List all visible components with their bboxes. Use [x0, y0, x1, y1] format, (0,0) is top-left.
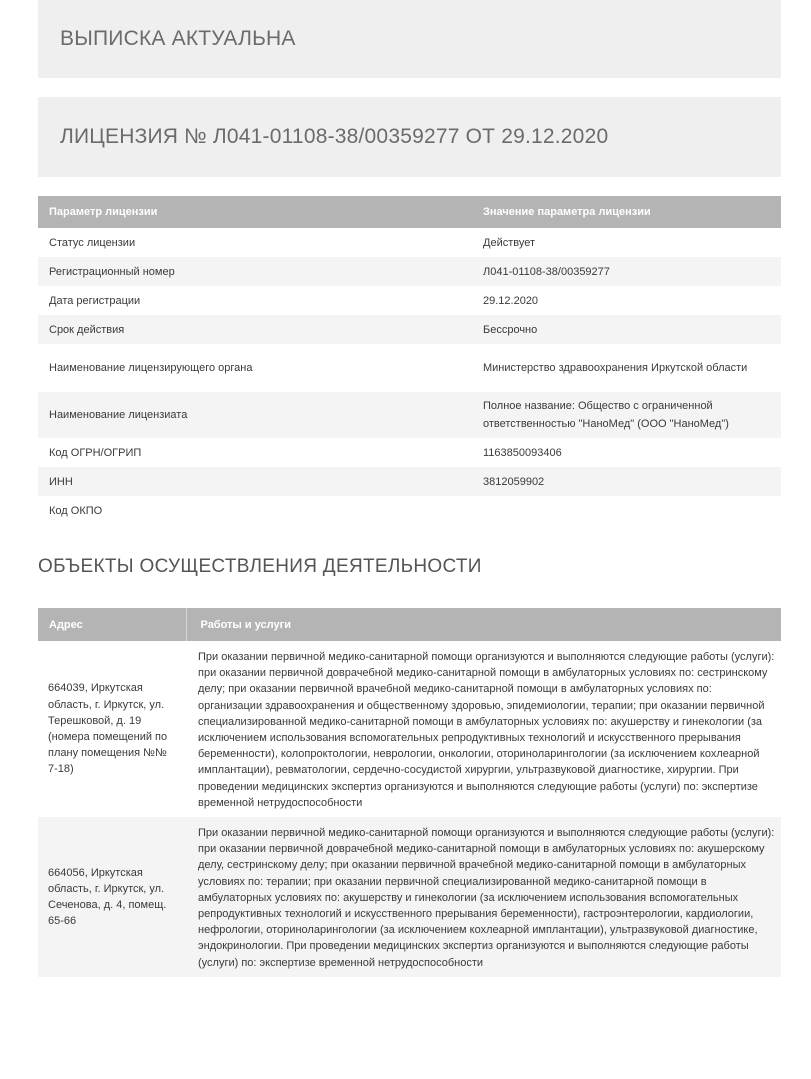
params-row-status — [38, 228, 781, 257]
objects-header-row — [38, 608, 781, 641]
param-value: 29.12.2020 — [483, 294, 539, 307]
param-label: Код ОКПО — [49, 504, 103, 517]
param-label: Наименование лицензиата — [38, 392, 471, 438]
license-params-table — [38, 196, 781, 525]
param-value: Л041-01108-38/00359277 — [471, 257, 781, 286]
param-value: Министерство здравоохранения Иркутской области — [483, 362, 748, 374]
params-row-reg-date — [38, 286, 781, 315]
params-header-row — [38, 196, 781, 228]
param-label: Наименование лицензирующего органа — [49, 362, 253, 374]
param-label: Статус лицензии — [49, 236, 136, 249]
object-address: 664056, Иркутская область, г. Иркутск, ул. Сеченова, д. 4, помещ. 65-66 — [38, 817, 186, 977]
params-header-param: Параметр лицензии — [38, 196, 471, 228]
objects-section-title: ОБЪЕКТЫ ОСУЩЕСТВЛЕНИЯ ДЕЯТЕЛЬНОСТИ — [38, 556, 482, 577]
object-works: При оказании первичной медико-санитарной помощи организуются и выполняются следующие работы (услуги): при оказании первичной доврачебной медико-санитарной помощи в амбулаторных условиях по: акушерскому делу, сестринскому делу; при оказании первичной врачебной медико-санитарной помощи в амбулаторных условиях по: терапии; при оказании первичной специализированной медико-санитарной помощи в амбулаторных условиях по: акушерству и гинекологии (за исключением использования вспомогательных репродуктивных технологий и искусственного прерывания беременности), гастроэнтерологии, кардиологии, нефрологии, оториноларингологии (за исключением кохлеарной имплантации), ультразвуковой диагностике, эндокринологии. При проведении медицинских экспертиз организуются и выполняются следующие работы (услуги) по: экспертизе временной нетрудоспособности — [186, 817, 781, 977]
param-value: Полное название: Общество с ограниченной ответственностью "НаноМед" (ООО "НаноМед") — [471, 392, 781, 438]
object-works: При оказании первичной медико-санитарной помощи организуются и выполняются следующие работы (услуги): при оказании первичной доврачебной медико-санитарной помощи в амбулаторных условиях по: сестринскому делу; при оказании первичной врачебной медико-санитарной помощи в амбулаторных условиях по: организации здравоохранения и общественному здоровью, эпидемиологии, терапии; при оказании первичной специализированной медико-санитарной помощи в амбулаторных условиях по: акушерству и гинекологии (за исключением использования вспомогательных репродуктивных технологий и искусственного прерывания беременности), колопроктологии, неврологии, онкологии, оториноларингологии (за исключением кохлеарной имплантации), ревматологии, сердечно-сосудистой хирургии, ультразвуковой диагностике, хирургии. При проведении медицинских экспертиз организуются и выполняются следующие работы (услуги) по: экспертизе временной нетрудоспособности — [198, 651, 775, 809]
license-title-text: ЛИЦЕНЗИЯ № Л041-01108-38/00359277 ОТ 29.12.2020 — [60, 125, 609, 148]
params-row-validity — [38, 315, 781, 344]
license-status-banner — [38, 0, 781, 78]
param-label: Срок действия — [38, 315, 471, 344]
param-value: 1163850093406 — [483, 446, 562, 459]
param-value: 3812059902 — [471, 467, 781, 496]
param-label: Регистрационный номер — [38, 257, 471, 286]
object-row — [38, 817, 781, 977]
params-row-ogrn — [38, 438, 781, 467]
param-label: Дата регистрации — [49, 294, 141, 307]
license-title-banner — [38, 97, 781, 177]
param-label: Код ОГРН/ОГРИП — [49, 446, 142, 459]
params-header-value: Значение параметра лицензии — [471, 196, 781, 228]
objects-header-works: Работы и услуги — [186, 608, 781, 641]
license-status-text: ВЫПИСКА АКТУАЛЬНА — [60, 27, 296, 50]
activity-objects-table — [38, 608, 781, 977]
params-row-licensee — [38, 392, 781, 438]
params-row-okpo — [38, 496, 781, 525]
params-row-reg-number — [38, 257, 781, 286]
params-row-licensing-body — [38, 344, 781, 392]
objects-header-address: Адрес — [38, 608, 186, 641]
object-row — [38, 641, 781, 817]
param-value: Действует — [483, 236, 536, 249]
param-value: Бессрочно — [471, 315, 781, 344]
object-address: 664039, Иркутская область, г. Иркутск, ул. Терешковой, д. 19 (номера помещений по плану помещения №№ 7-18) — [48, 682, 168, 776]
param-value — [471, 496, 781, 525]
params-row-inn — [38, 467, 781, 496]
param-label: ИНН — [38, 467, 471, 496]
